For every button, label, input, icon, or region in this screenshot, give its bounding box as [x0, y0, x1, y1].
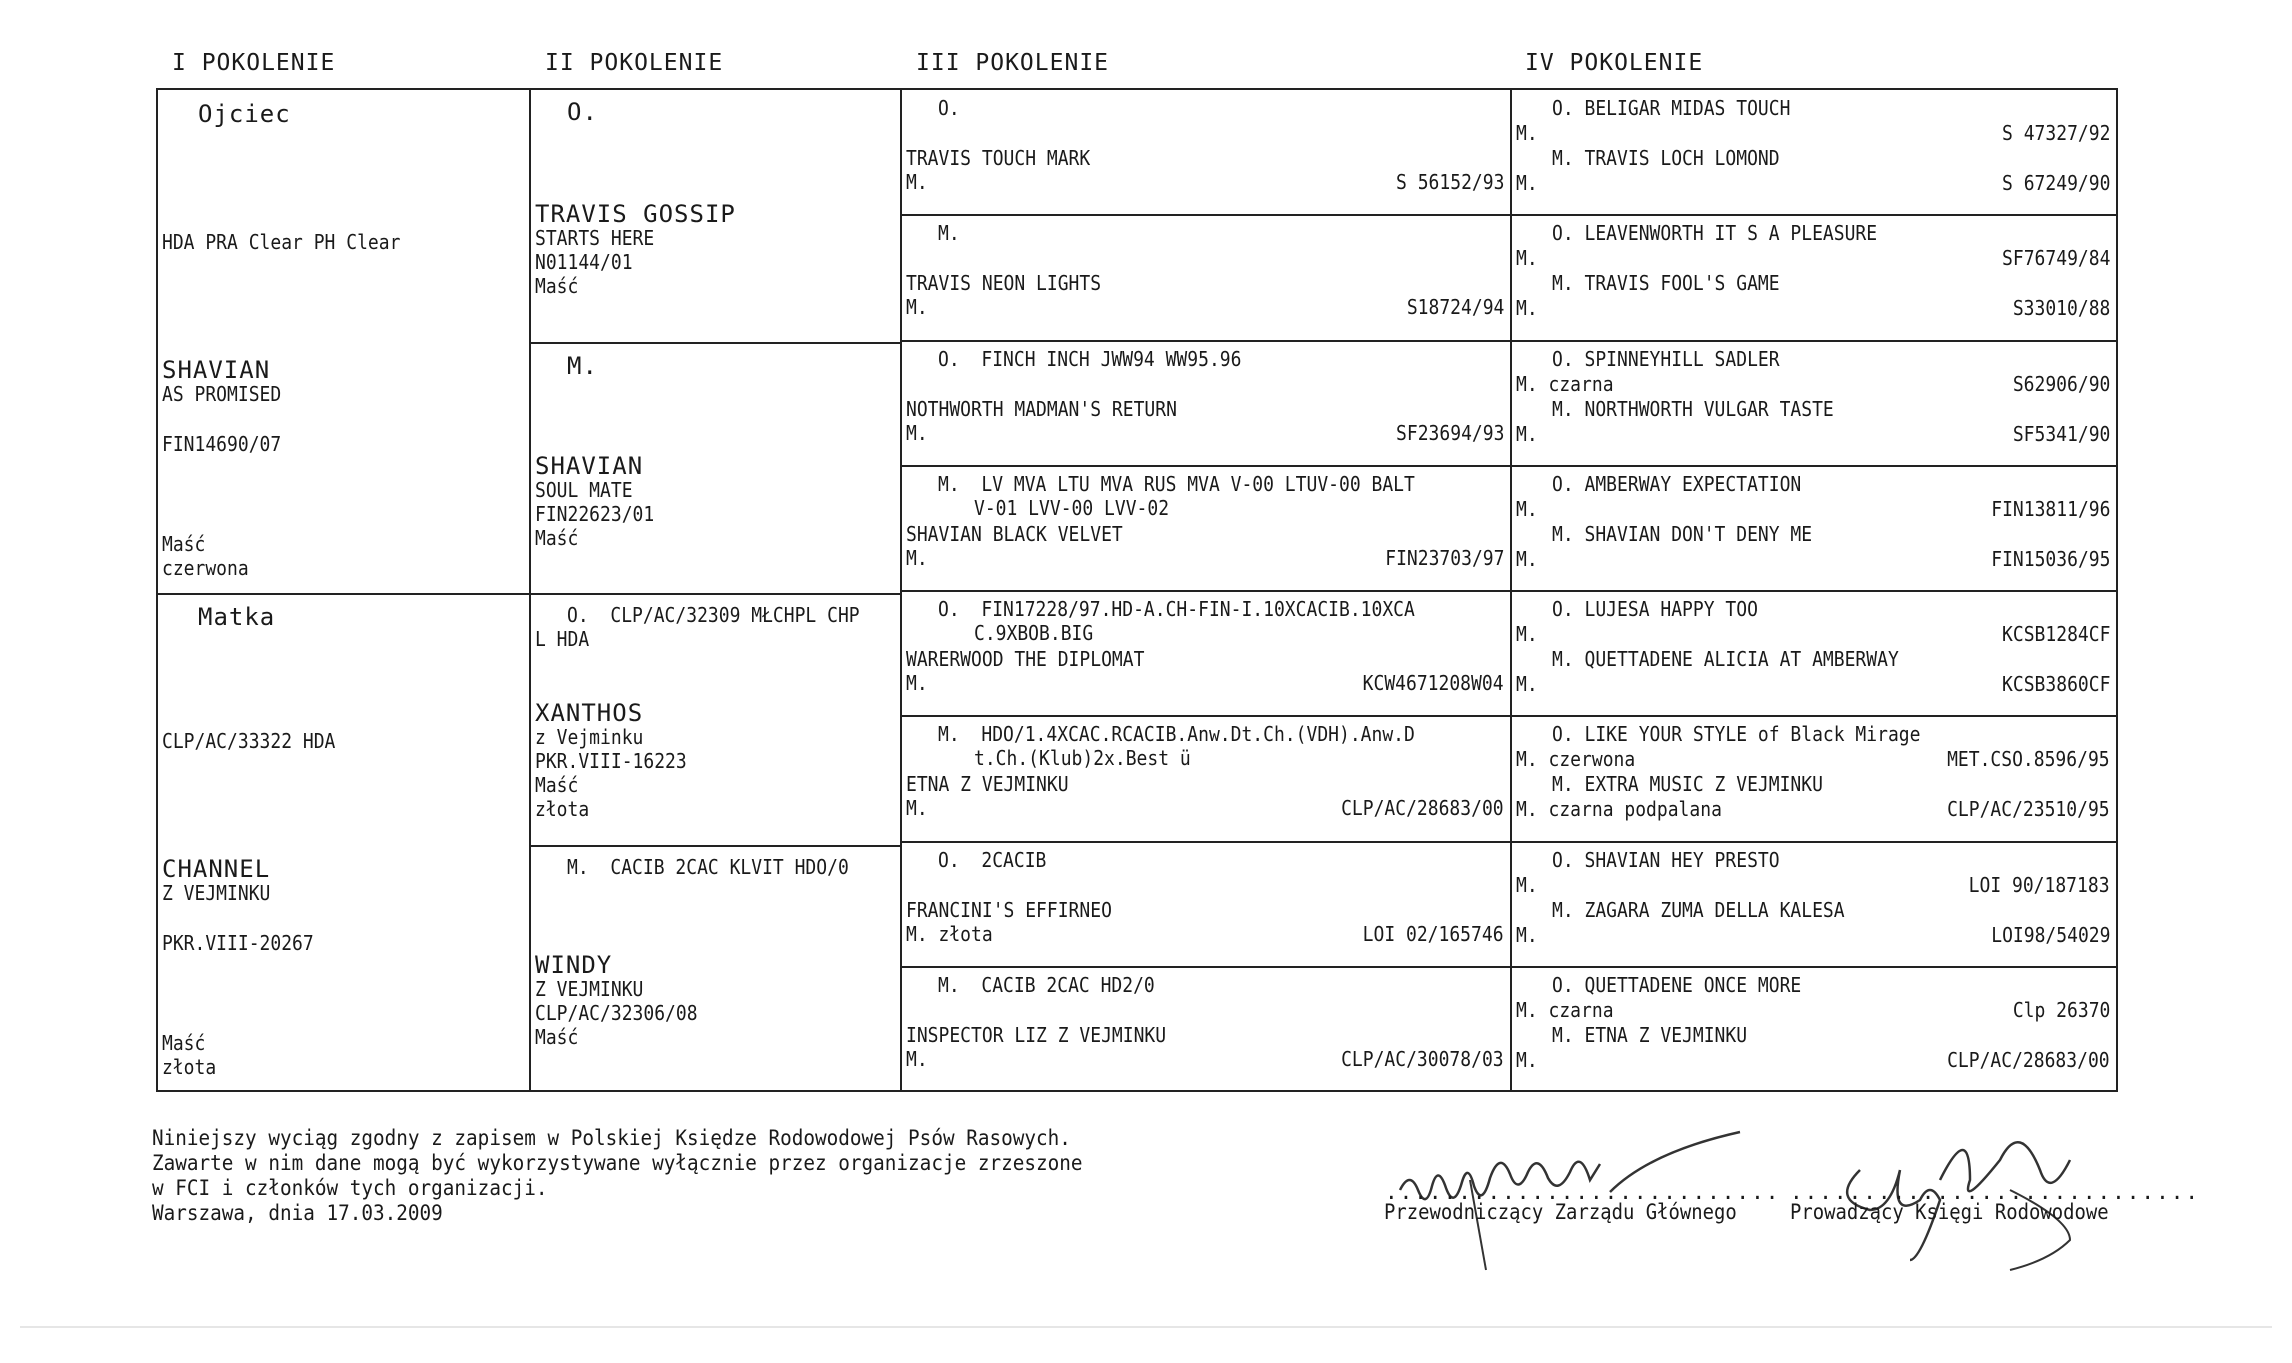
gen3-reg: S 56152/93: [1395, 170, 1504, 194]
gen4-m1: M. czarna: [1516, 372, 1614, 396]
gen3-titles: O. 2CACIB: [938, 848, 1047, 872]
gen3-reg: LOI 02/165746: [1363, 922, 1504, 946]
father-color-label: Maść: [162, 532, 206, 556]
gen4-reg2: CLP/AC/23510/95: [1947, 797, 2110, 821]
gen3-reg: SF23694/93: [1395, 421, 1504, 445]
gen2-cell: [531, 90, 900, 342]
gen3-cell: [902, 842, 1510, 967]
gen4-sire: O. LIKE YOUR STYLE of Black Mirage: [1552, 722, 1921, 746]
signature-label-chairman: Przewodniczący Zarządu Głównego: [1384, 1200, 1737, 1224]
gen1-mother-cell: [158, 595, 529, 1092]
gen2-reg: N01144/01: [535, 250, 633, 274]
gen2-reg: PKR.VIII-16223: [535, 749, 687, 773]
gen3-titles: O.: [938, 96, 960, 120]
gen3-name: SHAVIAN BLACK VELVET: [906, 522, 1123, 546]
gen3-titles: O. FIN17228/97.HD-A.CH-FIN-I.10XCACIB.10XCA: [938, 597, 1415, 621]
header-gen-2: II POKOLENIE: [545, 50, 724, 76]
header-gen-1: I POKOLENIE: [172, 50, 336, 76]
gen4-cell: [1512, 90, 2116, 215]
gen4-reg1: MET.CSO.8596/95: [1947, 747, 2110, 771]
gen4-reg1: S62906/90: [2012, 372, 2110, 396]
gen3-name: NOTHWORTH MADMAN'S RETURN: [906, 397, 1177, 421]
signature-line-dots: ............................: [1790, 1180, 2201, 1204]
gen4-dam: M. TRAVIS LOCH LOMOND: [1552, 146, 1780, 170]
gen4-reg1: S 47327/92: [2001, 121, 2110, 145]
gen4-reg1: LOI 90/187183: [1969, 873, 2110, 897]
gen3-color: M.: [906, 421, 928, 445]
gen4-sire: O. LEAVENWORTH IT S A PLEASURE: [1552, 221, 1878, 245]
mother-color: złota: [162, 1055, 217, 1079]
gen2-name1: XANTHOS: [535, 699, 644, 727]
gen3-titles: O. FINCH INCH JWW94 WW95.96: [938, 347, 1242, 371]
certification-text: [152, 1126, 1163, 1226]
gen2-cell: [531, 595, 900, 845]
gen3-reg: KCW4671208W04: [1363, 671, 1504, 695]
gen4-cell: [1512, 716, 2116, 842]
gen4-reg2: CLP/AC/28683/00: [1947, 1048, 2110, 1072]
gen3-cell: [902, 967, 1510, 1092]
gen3-titles: M. HDO/1.4XCAC.RCACIB.Anw.Dt.Ch.(VDH).Anw.D: [938, 722, 1415, 746]
gen3-reg: CLP/AC/28683/00: [1341, 796, 1504, 820]
gen4-reg1: FIN13811/96: [1990, 497, 2110, 521]
gen4-sire: O. QUETTADENE ONCE MORE: [1552, 973, 1802, 997]
gen4-dam: M. ETNA Z VEJMINKU: [1552, 1023, 1748, 1047]
gen2-color-label: Maść: [535, 773, 579, 797]
gen4-dam: M. QUETTADENE ALICIA AT AMBERWAY: [1552, 647, 1899, 671]
gen4-reg2: FIN15036/95: [1990, 547, 2110, 571]
gen4-m1: M.: [1516, 246, 1538, 270]
gen3-cell: [902, 466, 1510, 591]
gen3-color: M.: [906, 1047, 928, 1071]
gen2-name1: SHAVIAN: [535, 452, 644, 480]
gen2-reg: CLP/AC/32306/08: [535, 1001, 698, 1025]
gen3-name: INSPECTOR LIZ Z VEJMINKU: [906, 1023, 1167, 1047]
gen2-reg: FIN22623/01: [535, 502, 655, 526]
gen4-m1: M.: [1516, 622, 1538, 646]
gen4-cell: [1512, 341, 2116, 466]
gen3-titles2: t.Ch.(Klub)2x.Best ü: [974, 746, 1191, 770]
gen2-name2: Z VEJMINKU: [535, 977, 644, 1001]
father-health: HDA PRA Clear PH Clear: [162, 230, 401, 254]
mother-name1: CHANNEL: [162, 855, 271, 883]
gen4-sire: O. LUJESA HAPPY TOO: [1552, 597, 1758, 621]
footer-line: Zawarte w nim dane mogą być wykorzystywane wyłącznie przez organizacje zrzeszone: [152, 1151, 1083, 1175]
gen3-titles: M. LV MVA LTU MVA RUS MVA V-00 LTUV-00 BALT: [938, 472, 1415, 496]
gen4-m2: M.: [1516, 547, 1538, 571]
gen2-prefix: M.: [567, 352, 598, 380]
gen3-reg: FIN23703/97: [1384, 546, 1504, 570]
father-reg: FIN14690/07: [162, 432, 282, 456]
gen4-reg1: Clp 26370: [2012, 998, 2110, 1022]
gen4-reg2: S33010/88: [2012, 296, 2110, 320]
gen4-m2: M.: [1516, 422, 1538, 446]
gen4-dam: M. EXTRA MUSIC Z VEJMINKU: [1552, 772, 1823, 796]
father-name2: AS PROMISED: [162, 382, 282, 406]
gen2-titles: M. CACIB 2CAC KLVIT HDO/0: [567, 855, 849, 879]
gen3-color: M.: [906, 671, 928, 695]
gen3-color: M.: [906, 796, 928, 820]
gen2-titles: O. CLP/AC/32309 MŁCHPL CHP: [567, 603, 860, 627]
footer-line: w FCI i członków tych organizacji.: [152, 1176, 548, 1200]
gen4-m2: M.: [1516, 923, 1538, 947]
footer-date: Warszawa, dnia 17.03.2009: [152, 1201, 443, 1225]
gen3-cell: [902, 90, 1510, 215]
signature-label-registrar: Prowadzący Księgi Rodowodowe: [1790, 1200, 2109, 1224]
gen4-dam: M. SHAVIAN DON'T DENY ME: [1552, 522, 1813, 546]
gen3-titles: M.: [938, 221, 960, 245]
gen4-m1: M. czerwona: [1516, 747, 1636, 771]
gen2-color: złota: [535, 797, 590, 821]
gen4-sire: O. SHAVIAN HEY PRESTO: [1552, 848, 1780, 872]
gen3-cell: [902, 716, 1510, 842]
gen3-color: M. złota: [906, 922, 993, 946]
gen3-reg: CLP/AC/30078/03: [1341, 1047, 1504, 1071]
gen2-prefix: O.: [567, 98, 598, 126]
gen4-m2: M.: [1516, 672, 1538, 696]
gen2-cell: [531, 847, 900, 1092]
gen2-name2: z Vejminku: [535, 725, 644, 749]
page-bottom-edge: [20, 1326, 2272, 1328]
gen4-m2: M.: [1516, 296, 1538, 320]
gen4-reg1: SF76749/84: [2001, 246, 2110, 270]
mother-name2: Z VEJMINKU: [162, 881, 271, 905]
gen4-m1: M.: [1516, 497, 1538, 521]
father-label: Ojciec: [198, 100, 291, 128]
father-color: czerwona: [162, 556, 249, 580]
gen2-color-label: Maść: [535, 526, 579, 550]
gen2-color-label: Maść: [535, 274, 579, 298]
gen2-name1: TRAVIS GOSSIP: [535, 200, 736, 228]
gen3-cell: [902, 215, 1510, 341]
gen4-reg2: LOI98/54029: [1990, 923, 2110, 947]
gen4-cell: [1512, 591, 2116, 716]
gen4-m2: M.: [1516, 171, 1538, 195]
gen2-name2: SOUL MATE: [535, 478, 633, 502]
gen3-color: M.: [906, 295, 928, 319]
gen3-color: M.: [906, 170, 928, 194]
gen4-sire: O. SPINNEYHILL SADLER: [1552, 347, 1780, 371]
gen4-cell: [1512, 967, 2116, 1092]
gen3-titles: M. CACIB 2CAC HD2/0: [938, 973, 1155, 997]
gen4-dam: M. ZAGARA ZUMA DELLA KALESA: [1552, 898, 1845, 922]
gen3-cell: [902, 591, 1510, 716]
gen4-dam: M. NORTHWORTH VULGAR TASTE: [1552, 397, 1834, 421]
mother-health: CLP/AC/33322 HDA: [162, 729, 336, 753]
gen3-titles2: C.9XBOB.BIG: [974, 621, 1094, 645]
mother-reg: PKR.VIII-20267: [162, 931, 314, 955]
header-gen-4: IV POKOLENIE: [1525, 50, 1704, 76]
gen4-cell: [1512, 842, 2116, 967]
gen3-name: FRANCINI'S EFFIRNEO: [906, 898, 1112, 922]
mother-color-label: Maść: [162, 1031, 206, 1055]
gen3-color: M.: [906, 546, 928, 570]
gen4-m2: M.: [1516, 1048, 1538, 1072]
gen4-cell: [1512, 466, 2116, 591]
gen2-cell: [531, 344, 900, 593]
gen4-cell: [1512, 215, 2116, 341]
gen3-titles2: V-01 LVV-00 LVV-02: [974, 496, 1170, 520]
signature-line-dots: ...........................: [1385, 1180, 1781, 1204]
gen4-sire: O. AMBERWAY EXPECTATION: [1552, 472, 1802, 496]
gen4-reg2: SF5341/90: [2012, 422, 2110, 446]
gen2-color-label: Maść: [535, 1025, 579, 1049]
father-name1: SHAVIAN: [162, 356, 271, 384]
gen3-name: TRAVIS NEON LIGHTS: [906, 271, 1102, 295]
gen4-m1: M. czarna: [1516, 998, 1614, 1022]
gen4-reg1: KCSB1284CF: [2001, 622, 2110, 646]
gen3-reg: S18724/94: [1406, 295, 1504, 319]
gen2-name1: WINDY: [535, 951, 613, 979]
gen4-reg2: KCSB3860CF: [2001, 672, 2110, 696]
gen3-name: TRAVIS TOUCH MARK: [906, 146, 1091, 170]
gen3-name: WARERWOOD THE DIPLOMAT: [906, 647, 1145, 671]
gen4-sire: O. BELIGAR MIDAS TOUCH: [1552, 96, 1791, 120]
gen1-father-cell: [158, 90, 529, 593]
header-gen-3: III POKOLENIE: [916, 50, 1110, 76]
gen2-name2: STARTS HERE: [535, 226, 655, 250]
gen3-cell: [902, 341, 1510, 466]
gen4-m1: M.: [1516, 873, 1538, 897]
pedigree-table: [156, 88, 2118, 1092]
gen4-m2: M. czarna podpalana: [1516, 797, 1722, 821]
gen4-reg2: S 67249/90: [2001, 171, 2110, 195]
gen4-dam: M. TRAVIS FOOL'S GAME: [1552, 271, 1780, 295]
mother-label: Matka: [198, 603, 276, 631]
gen3-name: ETNA Z VEJMINKU: [906, 772, 1069, 796]
gen4-m1: M.: [1516, 121, 1538, 145]
gen2-titles2: L HDA: [535, 627, 590, 651]
footer-line: Niniejszy wyciąg zgodny z zapisem w Polskiej Księdze Rodowodowej Psów Rasowych.: [152, 1126, 1071, 1150]
